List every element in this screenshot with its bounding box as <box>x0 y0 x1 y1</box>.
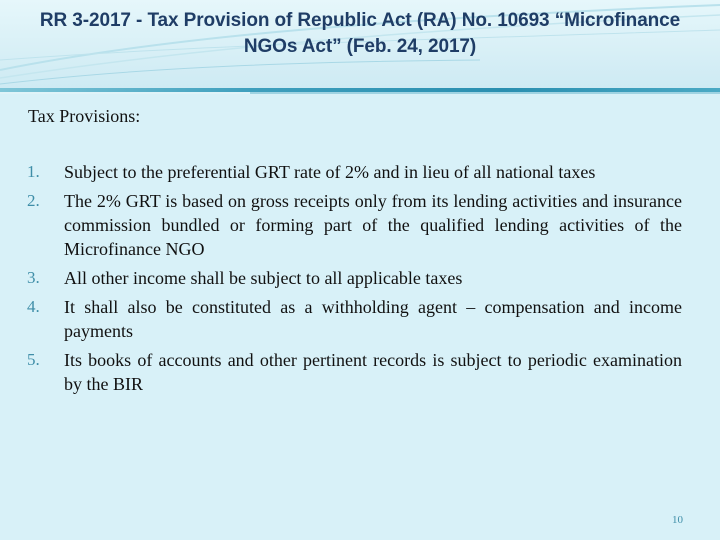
list-item-text: All other income shall be subject to all applicable taxes <box>64 268 463 288</box>
list-item-number: 1. <box>27 162 40 181</box>
slide-title-line2: NGOs Act” (Feb. 24, 2017) <box>243 36 477 57</box>
list-item <box>0 295 720 343</box>
list-item-number: 4. <box>27 297 40 316</box>
list-item-text: It shall also be constituted as a withholding agent – compensation and income payments <box>64 297 682 341</box>
list-item-text: Its books of accounts and other pertinent records is subject to periodic examination by the BIR <box>64 350 682 394</box>
list-item-number: 3. <box>27 268 40 287</box>
page-number: 10 <box>672 514 683 526</box>
section-subheading: Tax Provisions: <box>28 106 141 126</box>
tax-provisions-list <box>0 160 720 401</box>
slide-header <box>0 0 720 90</box>
list-item <box>0 266 720 290</box>
list-item-number: 5. <box>27 350 40 369</box>
slide-title-line1: RR 3-2017 - Tax Provision of Republic Act (RA) No. 10693 “Microfinance <box>39 10 681 31</box>
list-item <box>0 189 720 261</box>
list-item <box>0 348 720 396</box>
list-item-text: Subject to the preferential GRT rate of 2% and in lieu of all national taxes <box>64 162 596 182</box>
slide-title <box>0 8 720 60</box>
list-item <box>0 160 720 184</box>
list-item-text: The 2% GRT is based on gross receipts only from its lending activities and insurance commission bundled or forming part of the qualified lending activities of the Microfinance NGO <box>64 191 682 259</box>
list-item-number: 2. <box>27 191 40 210</box>
